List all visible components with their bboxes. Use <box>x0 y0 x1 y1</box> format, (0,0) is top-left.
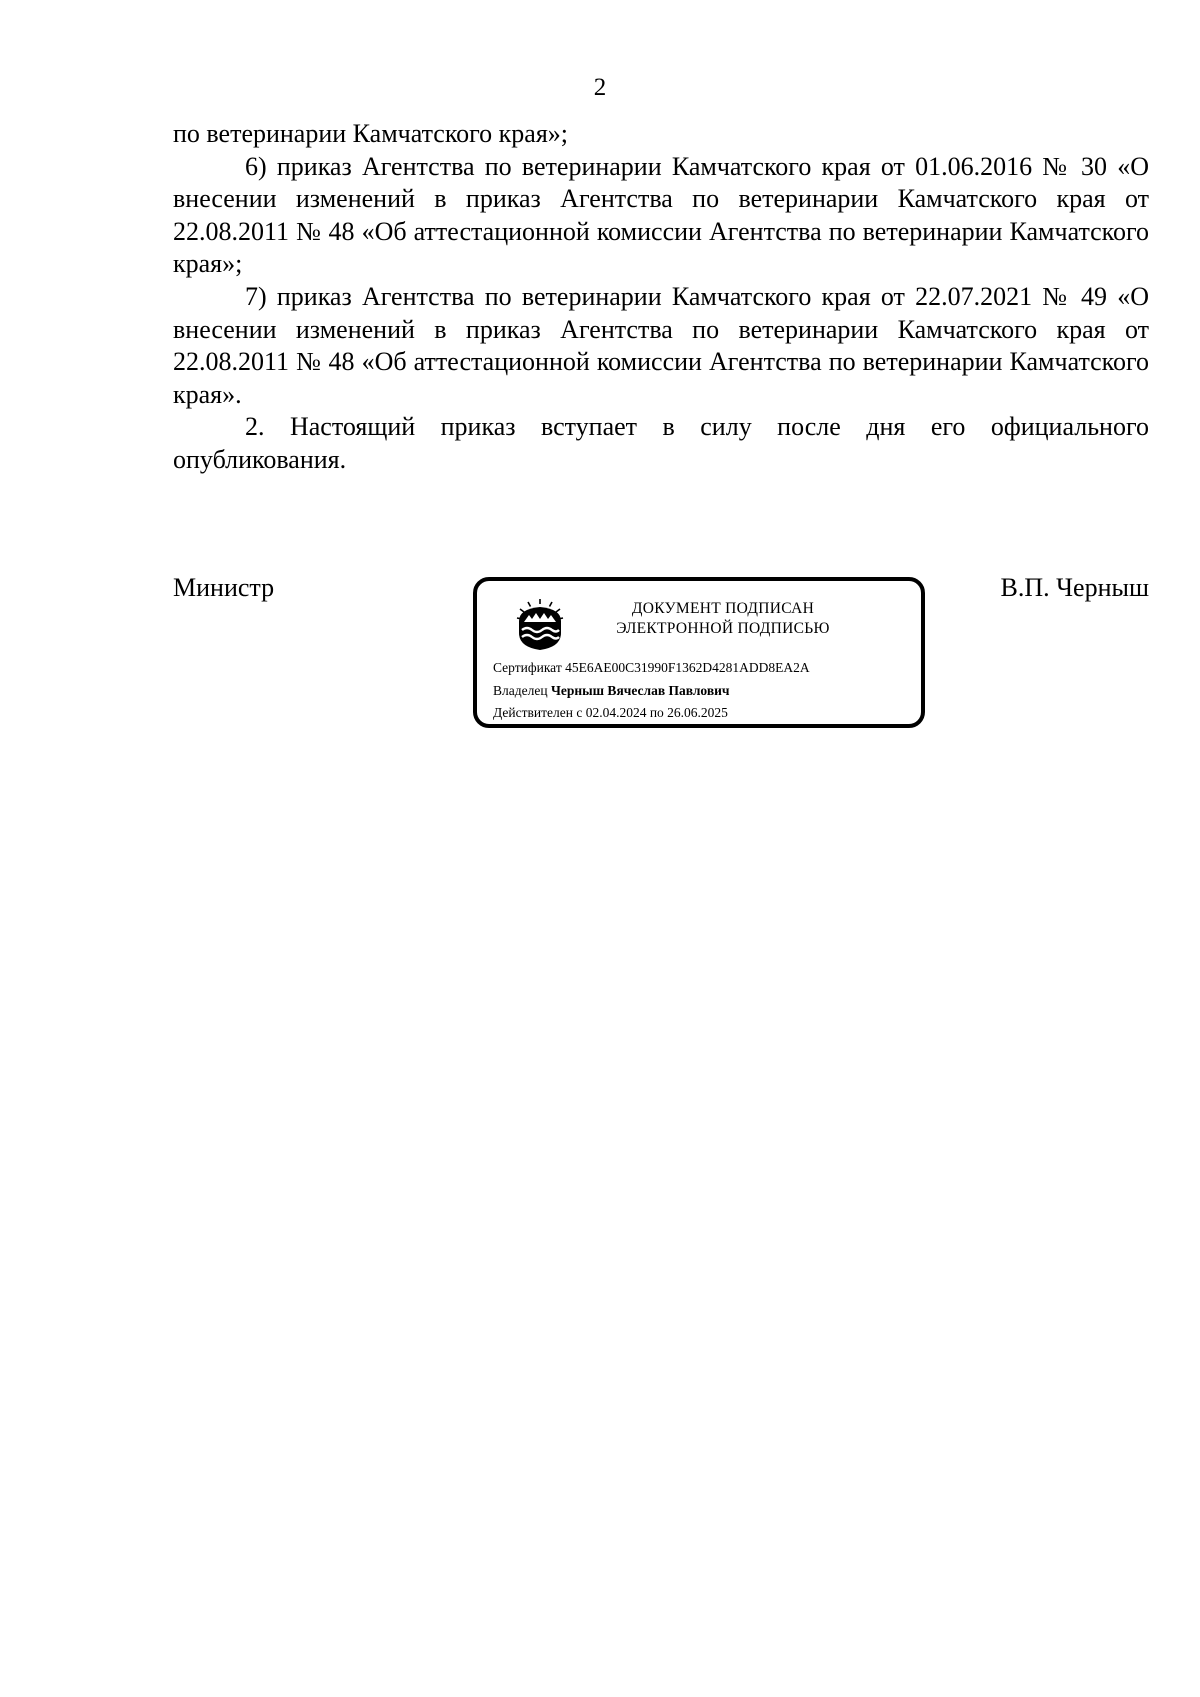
page-number: 2 <box>593 74 607 101</box>
paragraph-effective-date: 2. Настоящий приказ вступает в силу после дня его официального опубликования. <box>173 412 1149 474</box>
owner-label: Владелец <box>493 682 548 698</box>
electronic-signature-stamp <box>473 577 925 728</box>
owner-value: Черныш Вячеслав Павлович <box>550 682 730 698</box>
paragraph-continuation: по ветеринарии Камчатского края»; <box>173 119 569 148</box>
document-body <box>173 118 1149 477</box>
valid-to-prefix: по <box>649 705 664 720</box>
valid-from-date: 02.04.2024 <box>585 705 647 720</box>
kamchatka-emblem-icon <box>515 597 565 651</box>
validity-line <box>493 702 810 725</box>
stamp-heading-line-2: ЭЛЕКТРОННОЙ ПОДПИСЬЮ <box>616 620 830 637</box>
signer-position: Министр <box>173 573 275 602</box>
valid-from-prefix: с <box>576 705 583 720</box>
certificate-line <box>493 657 810 680</box>
stamp-heading-line-1: ДОКУМЕНТ ПОДПИСАН <box>631 600 815 617</box>
valid-to-date: 26.06.2025 <box>667 705 728 720</box>
paragraph-item-7: 7) приказ Агентства по ветеринарии Камчатского края от 22.07.2021 № 49 «О внесении изменений в приказ Агентства по ветеринарии Камчатского края от 22.08.2011 № 48 «Об аттестационной комиссии Агентства по ветеринарии Камчатского края». <box>173 281 1149 409</box>
certificate-label: Сертификат <box>493 660 562 675</box>
stamp-heading <box>573 599 873 639</box>
paragraph-item-6: 6) приказ Агентства по ветеринарии Камчатского края от 01.06.2016 № 30 «О внесении изменений в приказ Агентства по ветеринарии Камчатского края от 22.08.2011 № 48 «Об аттестационной комиссии Агентства по ветеринарии Камчатского края»; <box>173 151 1149 279</box>
certificate-value: 45E6AE00C31990F1362D4281ADD8EA2A <box>565 660 810 675</box>
owner-line <box>493 680 810 703</box>
valid-label: Действителен <box>493 705 573 720</box>
stamp-details <box>493 657 810 725</box>
signer-name: В.П. Черныш <box>1000 573 1149 602</box>
